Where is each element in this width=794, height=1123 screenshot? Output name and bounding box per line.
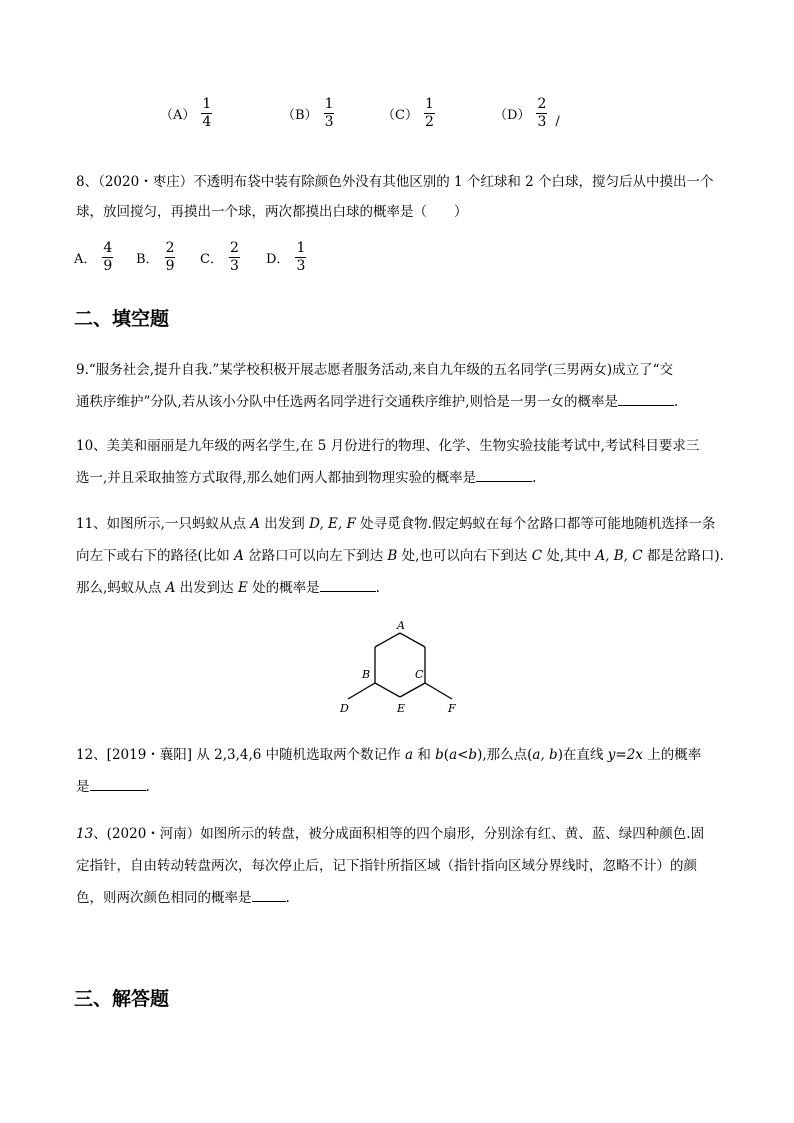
edge-b-d [348,683,375,699]
fraction [295,240,306,275]
q12-text: 和 [413,747,436,763]
diagram-lines [348,633,452,699]
numerator: 2 [537,96,547,112]
denominator: 2 [424,114,434,130]
denominator: 4 [202,114,212,130]
denominator: 9 [103,258,113,274]
q12-text: 是 [76,779,90,795]
fraction [424,96,435,131]
label-b: B [362,668,371,681]
q8-text-line-2: 球，放回搅匀，再摸出一个球，两次都摸出白球的概率是（ ） [76,204,468,220]
line-equation: y=2x [607,747,643,763]
option-label: B． [136,252,159,267]
label-a: A [397,619,405,632]
q11-text: 出发到 [260,516,310,532]
q13-text: 、(2020・河南）如图所示的转盘，被分成面积相等的四个扇形，分别涂有红、黄、蓝、绿四种颜色.固 [93,826,705,842]
q12-text: ),那么点( [477,747,533,763]
q10-text-line-2 [76,466,536,486]
fraction [201,96,212,131]
q7-option-a [160,96,214,131]
q13-text-line-3 [76,886,290,906]
q11-text: 向左下或右下的路径(比如 [76,548,235,564]
period: . [375,580,380,596]
numerator: 1 [324,96,334,112]
label-c: C [415,668,424,681]
ant-path-diagram [330,615,470,715]
q11-text: 处寻觅食物.假定蚂蚁在每个岔路口都等可能地随机选择一条 [355,516,716,532]
edge-a-c [400,633,425,647]
inequality: a<b [449,747,478,763]
period: . [145,779,150,795]
label-f: F [448,702,456,715]
fraction [165,240,176,275]
q7-option-b [282,96,336,131]
q8-option-c [200,240,242,275]
edge-c-f [425,683,452,699]
q12-text-line-2 [76,775,150,795]
q8-option-a [74,240,115,275]
var-def: D, E, F [309,516,356,532]
var-c: C [531,548,543,564]
stray-mark: / [555,114,560,129]
q9-text: 通秩序维护”分队,若从该小分队中任选两名同学进行交通秩序维护,则恰是一男一女的概率是 [76,394,618,410]
q13-text-line-2: 定指针，自由转动转盘两次，每次停止后，记下指针所指区域（指针指向区域分界线时，忽略不计）的颜 [76,858,697,874]
numerator: 4 [103,240,113,256]
numerator: 1 [202,96,212,112]
fraction [324,96,335,131]
q11-text: 处的概率是 [247,580,320,596]
var-b: b [435,747,444,763]
option-label: （A） [160,108,196,123]
q13-text: 色，则两次颜色相同的概率是 [76,890,252,906]
var-a: A [250,516,261,532]
q12-text: )在直线 [557,747,608,763]
q7-option-c [382,96,437,131]
option-label: A． [74,252,97,267]
q11-text: 处,也可以向右下到达 [397,548,532,564]
period: . [285,890,290,906]
option-label: D． [266,252,290,267]
q11-text-line-1 [76,512,715,532]
numerator: 2 [165,240,175,256]
q11-text: 11、如图所示,一只蚂蚁从点 [76,516,251,532]
q12-text: 12、[2019・襄阳] 从 2,3,4,6 中随机选取两个数记作 [76,747,405,763]
denominator: 3 [296,258,306,274]
q12-text-line-1 [76,743,701,763]
numerator: 1 [424,96,434,112]
option-label: （B） [282,108,318,123]
numerator: 1 [296,240,306,256]
q11-text-line-2 [76,544,724,564]
label-e: E [397,702,406,715]
edge-a-b [375,633,400,647]
q10-text-line-1: 10、美美和丽丽是九年级的两名学生,在 5 月份进行的物理、化学、生物实验技能考试中,考试科目要求三 [76,438,700,454]
denominator: 3 [324,114,334,130]
q12-answer-blank[interactable] [90,777,146,792]
q11-text: 那么,蚂蚁从点 [76,580,166,596]
edge-c-e [400,683,425,697]
q11-text: 出发到达 [175,580,238,596]
section-2-title: 二、填空题 [74,308,170,330]
q13-text-line-1 [76,822,704,842]
var-a: A [234,548,244,564]
option-label: （D） [494,108,531,123]
q9-text-line-1: 9.“服务社会,提升自我.”某学校积极开展志愿者服务活动,来自九年级的五名同学(三男两女)成立了“交 [76,362,673,378]
option-label: （C） [382,108,418,123]
denominator: 9 [165,258,175,274]
q11-text: 都是岔路口). [642,548,724,564]
q9-text-line-2 [76,390,678,410]
q8-text-line-1: 8、（2020・枣庄）不透明布袋中装有除颜色外没有其他区别的 1 个红球和 2 个白球，搅匀后从中摸出一个 [76,174,714,190]
label-d: D [340,702,349,715]
var-e: E [237,580,248,596]
q10-answer-blank[interactable] [476,468,532,483]
q7-option-d [494,96,560,131]
q11-text: 处,其中 [542,548,596,564]
var-a: a [404,747,414,763]
fraction [102,240,113,275]
denominator: 3 [229,258,239,274]
section-3-title: 三、解答题 [74,988,170,1010]
numerator: 2 [229,240,239,256]
q8-option-d [266,240,308,275]
var-abc: A, B, C [595,548,643,564]
q13-answer-blank[interactable] [252,888,286,903]
q11-answer-blank[interactable] [320,578,376,593]
q11-text-line-3 [76,576,380,596]
denominator: 3 [537,114,547,130]
q10-text: 选一,并且采取抽签方式取得,那么她们两人都抽到物理实验的概率是 [76,470,477,486]
q11-text: 岔路口可以向左下到达 [243,548,388,564]
question-number: 13 [76,826,94,842]
fraction [229,240,240,275]
period: . [532,470,537,486]
fraction [536,96,547,131]
q12-text: 上的概率 [642,747,702,763]
var-b: B [387,548,398,564]
var-a: A [165,580,176,596]
q8-option-b [136,240,177,275]
edge-b-e [375,683,400,697]
q12-text: ( [443,747,450,763]
q9-answer-blank[interactable] [618,392,674,407]
point: a, b [532,747,558,763]
period: . [673,394,679,410]
option-label: C． [200,252,223,267]
